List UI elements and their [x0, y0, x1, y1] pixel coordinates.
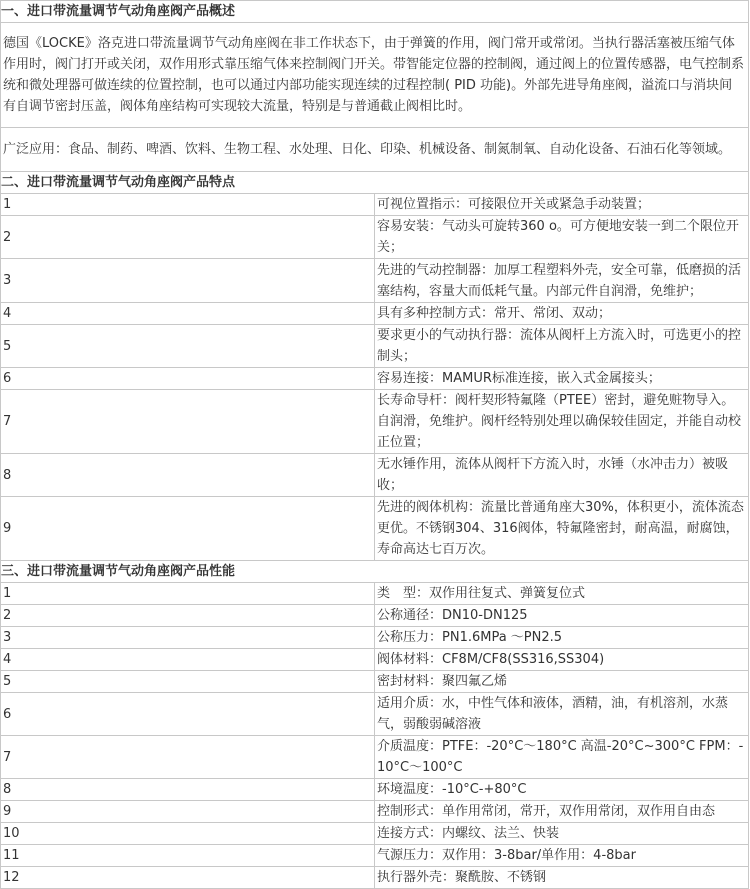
section-2-header-row	[1, 172, 749, 194]
row-text: 介质温度：PTFE：-20°C～180°C 高温-20°C~300°C FPM：-10°C～100°C	[375, 736, 749, 779]
row-text: 阀体材料：CF8M/CF8(SS316,SS304)	[375, 649, 749, 671]
table-row	[1, 303, 749, 325]
spec-table-body	[1, 1, 749, 889]
section-3-title: 三、进口带流量调节气动角座阀产品性能	[1, 561, 749, 583]
row-text: 密封材料：聚四氟乙烯	[375, 671, 749, 693]
table-row	[1, 867, 749, 889]
table-row	[1, 845, 749, 867]
row-text: 容易安装：气动头可旋转360 o。可方便地安装一到二个限位开关；	[375, 216, 749, 259]
row-text: 气源压力：双作用：3-8bar/单作用：4-8bar	[375, 845, 749, 867]
row-text: 公称压力：PN1.6MPa ～PN2.5	[375, 627, 749, 649]
row-number: 9	[1, 497, 375, 561]
table-row	[1, 823, 749, 845]
table-row	[1, 497, 749, 561]
row-number: 2	[1, 605, 375, 627]
row-number: 4	[1, 649, 375, 671]
row-number: 3	[1, 259, 375, 303]
section-1-application-row	[1, 128, 749, 172]
row-text: 连接方式：内螺纹、法兰、快装	[375, 823, 749, 845]
row-number: 5	[1, 325, 375, 368]
row-text: 要求更小的气动执行器：流体从阀杆上方流入时，可选更小的控制头；	[375, 325, 749, 368]
table-row	[1, 693, 749, 736]
row-text: 先进的气动控制器：加厚工程塑料外壳，安全可靠，低磨损的活塞结构，容量大而低耗气量。内部元件自润滑，免维护；	[375, 259, 749, 303]
table-row	[1, 454, 749, 497]
table-row	[1, 194, 749, 216]
table-row	[1, 671, 749, 693]
row-text: 类 型：双作用往复式、弹簧复位式	[375, 583, 749, 605]
row-number: 6	[1, 368, 375, 390]
table-row	[1, 779, 749, 801]
section-1-intro-row	[1, 23, 749, 128]
row-number: 3	[1, 627, 375, 649]
row-text: 无水锤作用，流体从阀杆下方流入时，水锤（水冲击力）被吸收；	[375, 454, 749, 497]
table-row	[1, 216, 749, 259]
row-number: 12	[1, 867, 375, 889]
row-number: 4	[1, 303, 375, 325]
section-3-header-row	[1, 561, 749, 583]
section-1-application: 广泛应用：食品、制药、啤酒、饮料、生物工程、水处理、日化、印染、机械设备、制氮制氧、自动化设备、石油石化等领域。	[1, 128, 749, 172]
table-row	[1, 259, 749, 303]
row-text: 具有多种控制方式：常开、常闭、双动；	[375, 303, 749, 325]
row-text: 执行器外壳：聚酰胺、不锈钢	[375, 867, 749, 889]
table-row	[1, 325, 749, 368]
row-text: 环境温度：-10°C-+80°C	[375, 779, 749, 801]
row-number: 10	[1, 823, 375, 845]
row-number: 8	[1, 454, 375, 497]
row-number: 7	[1, 390, 375, 454]
row-text: 长寿命导杆：阀杆契形特氟隆（PTEE）密封，避免赃物导入。自润滑，免维护。阀杆经特别处理以确保较佳固定，并能自动校正位置；	[375, 390, 749, 454]
table-row	[1, 649, 749, 671]
table-row	[1, 390, 749, 454]
table-row	[1, 801, 749, 823]
row-number: 2	[1, 216, 375, 259]
row-number: 5	[1, 671, 375, 693]
row-number: 8	[1, 779, 375, 801]
table-row	[1, 627, 749, 649]
table-row	[1, 736, 749, 779]
table-row	[1, 605, 749, 627]
row-text: 可视位置指示：可接限位开关或紧急手动装置；	[375, 194, 749, 216]
row-number: 1	[1, 194, 375, 216]
row-text: 适用介质：水，中性气体和液体，酒精，油，有机溶剂，水蒸气，弱酸弱碱溶液	[375, 693, 749, 736]
section-1-intro: 德国《LOCKE》洛克进口带流量调节气动角座阀在非工作状态下，由于弹簧的作用，阀门常开或常闭。当执行器活塞被压缩气体作用时，阀门打开或关闭，双作用形式靠压缩气体来控制阀门开关。带智能定位器的控制阀，通过阀上的位置传感器，电气控制系统和微处理器可做连续的位置控制，也可以通过内部功能实现连续的过程控制( PID 功能)。外部先进导角座阀，溢流口与消块间有自调节密封压盖，阀体角座结构可实现较大流量，特别是与普通截止阀相比时。	[1, 23, 749, 128]
row-text: 先进的阀体机构：流量比普通角座大30%，体积更小，流体流态更优。不锈钢304、316阀体，特氟隆密封，耐高温，耐腐蚀，寿命高达七百万次。	[375, 497, 749, 561]
section-1-header-row	[1, 1, 749, 23]
table-row	[1, 583, 749, 605]
row-text: 公称通径：DN10-DN125	[375, 605, 749, 627]
section-1-title: 一、进口带流量调节气动角座阀产品概述	[1, 1, 749, 23]
row-number: 6	[1, 693, 375, 736]
row-number: 11	[1, 845, 375, 867]
row-number: 1	[1, 583, 375, 605]
row-text: 容易连接：MAMUR标准连接，嵌入式金属接头；	[375, 368, 749, 390]
row-number: 9	[1, 801, 375, 823]
row-text: 控制形式：单作用常闭，常开，双作用常闭，双作用自由态	[375, 801, 749, 823]
section-2-title: 二、进口带流量调节气动角座阀产品特点	[1, 172, 749, 194]
row-number: 7	[1, 736, 375, 779]
table-row	[1, 368, 749, 390]
